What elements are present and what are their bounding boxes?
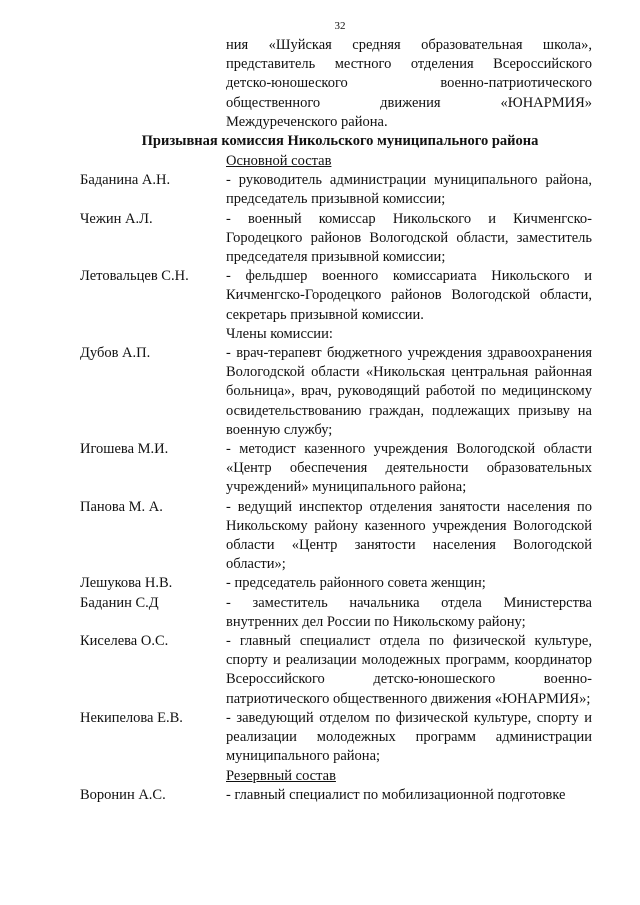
member-row xyxy=(0,498,640,575)
members-heading: Члены комиссии: xyxy=(226,325,333,342)
member-role: - заместитель начальника отдела Министерства внутренних дел России по Никольскому району; xyxy=(226,594,592,630)
member-name: Дубов А.П. xyxy=(80,345,151,362)
member-role: - заведующий отделом по физической культуре, спорту и реализации молодежных программ администрации муниципального района; xyxy=(226,709,592,765)
member-row xyxy=(0,267,640,325)
member-row xyxy=(0,786,640,805)
member-row xyxy=(0,440,640,498)
intro-paragraph: ния «Шуйская средняя образовательная школа», представитель местного отделения Всероссийского детско-юношеского военно-патриотического общественного движения «ЮНАРМИЯ» Междуреченского района. xyxy=(226,37,592,130)
member-row xyxy=(0,210,640,268)
member-role: - главный специалист по мобилизационной подготовке xyxy=(226,786,566,803)
member-name: Лешукова Н.В. xyxy=(80,575,173,592)
member-name: Игошева М.И. xyxy=(80,441,169,458)
member-name: Баданин С.Д xyxy=(80,594,159,611)
member-row xyxy=(0,594,640,632)
member-row xyxy=(0,709,640,767)
member-name: Киселева О.С. xyxy=(80,633,169,650)
member-row xyxy=(0,574,640,593)
commission-list xyxy=(0,152,640,805)
page-number: 32 xyxy=(334,20,346,32)
member-role: - ведущий инспектор отделения занятости населения по Никольскому району казенного учреждения Вологодской области «Центр занятости населения Вологодской области»; xyxy=(226,498,592,573)
member-row xyxy=(0,344,640,440)
member-name: Баданина А.Н. xyxy=(80,172,171,189)
reserve-composition-heading: Резервный состав xyxy=(226,767,336,784)
member-role: - руководитель администрации муниципального района, председатель призывной комиссии; xyxy=(226,172,592,208)
member-name: Летовальцев С.Н. xyxy=(80,268,189,285)
main-composition-heading: Основной состав xyxy=(226,153,332,169)
member-role: - методист казенного учреждения Вологодской области «Центр обеспечения деятельности образовательных учреждений» муниципального района; xyxy=(226,441,592,496)
member-role: - фельдшер военного комиссариата Никольского и Кичменгско-Городецкого районов Вологодской области, секретарь призывной комиссии. xyxy=(226,268,592,323)
section-title: Призывная комиссия Никольского муниципального района xyxy=(141,133,539,149)
member-name: Некипелова Е.В. xyxy=(80,709,183,726)
member-role: - председатель районного совета женщин; xyxy=(226,575,486,592)
member-role: - врач-терапевт бюджетного учреждения здравоохранения Вологодской области «Никольская центральная районная больница», врач, руководящий работой по медицинскому освидетельствованию граждан, подлежащих призыву на военную службу; xyxy=(226,345,592,438)
member-name: Чежин А.Л. xyxy=(80,210,153,227)
member-row xyxy=(0,632,640,709)
member-name: Воронин А.С. xyxy=(80,786,166,803)
member-name: Панова М. А. xyxy=(80,498,163,515)
member-role: - военный комиссар Никольского и Кичменгско-Городецкого районов Вологодской области, заместитель председателя призывной комиссии; xyxy=(226,210,592,266)
member-role: - главный специалист отдела по физической культуре, спорту и реализации молодежных программ, координатор Всероссийского детско-юношеского военно-патриотического общественного движения «ЮНАРМИЯ»; xyxy=(226,633,592,707)
member-row xyxy=(0,171,640,209)
